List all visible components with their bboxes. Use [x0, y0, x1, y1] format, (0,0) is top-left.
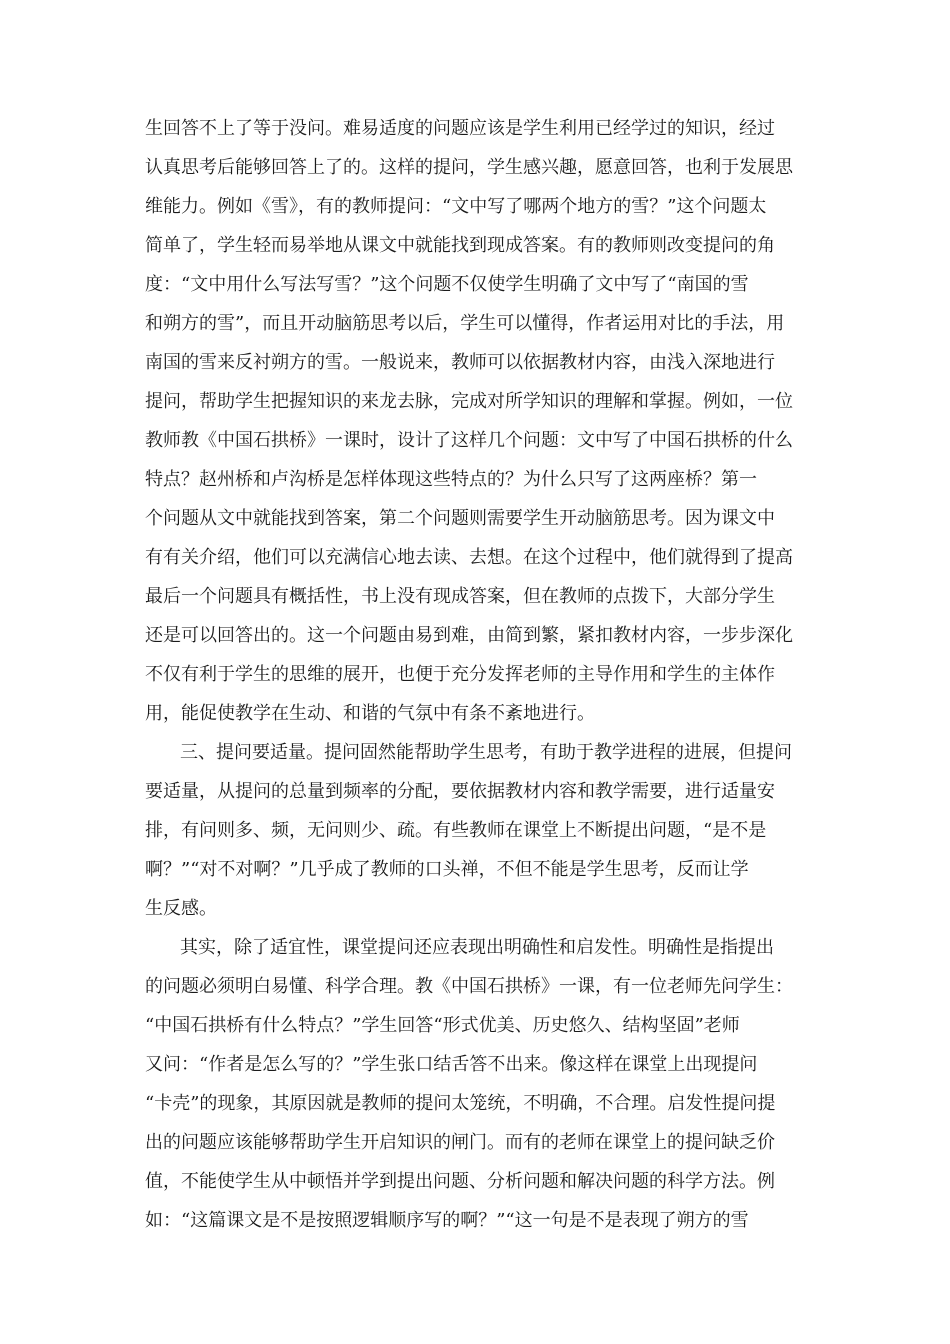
text-line: 生反感。 [145, 898, 217, 919]
text-line: 不仅有利于学生的思维的展开，也便于充分发挥老师的主导作用和学生的主体作 [145, 664, 775, 685]
text-line: 生回答不上了等于没问。难易适度的问题应该是学生利用已经学过的知识，经过 [145, 118, 775, 139]
text-line: 度：“文中用什么写法写雪？”这个问题不仅使学生明确了文中写了“南国的雪 [145, 274, 749, 295]
text-line: 和朔方的雪”，而且开动脑筋思考以后，学生可以懂得，作者运用对比的手法，用 [145, 313, 785, 334]
text-line: 如：“这篇课文是不是按照逻辑顺序写的啊？”“这一句是不是表现了朔方的雪 [145, 1210, 749, 1231]
text-line: 教师教《中国石拱桥》一课时，设计了这样几个问题：文中写了中国石拱桥的什么 [145, 430, 793, 451]
paragraph-start-line: 其实，除了适宜性，课堂提问还应表现出明确性和启发性。明确性是指提出 [180, 937, 774, 958]
text-line: 特点？赵州桥和卢沟桥是怎样体现这些特点的？为什么只写了这两座桥？第一 [145, 469, 757, 490]
text-line: 有有关介绍，他们可以充满信心地去读、去想。在这个过程中，他们就得到了提高 [145, 547, 793, 568]
text-line: 排，有问则多、频，无问则少、疏。有些教师在课堂上不断提出问题，“是不是 [145, 820, 767, 841]
text-line: “卡壳”的现象，其原因就是教师的提问太笼统，不明确，不合理。启发性提问提 [145, 1093, 776, 1114]
text-line: 用，能促使教学在生动、和谐的气氛中有条不紊地进行。 [145, 703, 595, 724]
text-line: 值，不能使学生从中顿悟并学到提出问题、分析问题和解决问题的科学方法。例 [145, 1171, 775, 1192]
text-line: 维能力。例如《雪》，有的教师提问：“文中写了哪两个地方的雪？”这个问题太 [145, 196, 767, 217]
text-line: 还是可以回答出的。这一个问题由易到难，由简到繁，紧扣教材内容，一步步深化 [145, 625, 793, 646]
text-line: 认真思考后能够回答上了的。这样的提问，学生感兴趣，愿意回答，也利于发展思 [145, 157, 793, 178]
text-line: 的问题必须明白易懂、科学合理。教《中国石拱桥》一课，有一位老师先问学生： [145, 976, 793, 997]
text-line: 个问题从文中就能找到答案，第二个问题则需要学生开动脑筋思考。因为课文中 [145, 508, 775, 529]
text-line: 出的问题应该能够帮助学生开启知识的闸门。而有的老师在课堂上的提问缺乏价 [145, 1132, 775, 1153]
text-line: 啊？”“对不对啊？”几乎成了教师的口头禅，不但不能是学生思考，反而让学 [145, 859, 749, 880]
text-line: “中国石拱桥有什么特点？”学生回答“形式优美、历史悠久、结构坚固”老师 [145, 1015, 740, 1036]
text-line: 要适量，从提问的总量到频率的分配，要依据教材内容和教学需要，进行适量安 [145, 781, 775, 802]
text-line: 最后一个问题具有概括性，书上没有现成答案，但在教师的点拨下，大部分学生 [145, 586, 775, 607]
text-line: 南国的雪来反衬朔方的雪。一般说来，教师可以依据教材内容，由浅入深地进行 [145, 352, 775, 373]
text-line: 简单了，学生轻而易举地从课文中就能找到现成答案。有的教师则改变提问的角 [145, 235, 775, 256]
paragraph-start-line: 三、提问要适量。提问固然能帮助学生思考，有助于教学进程的进展，但提问 [180, 742, 792, 763]
text-line: 又问：“作者是怎么写的？”学生张口结舌答不出来。像这样在课堂上出现提问 [145, 1054, 758, 1075]
text-line: 提问，帮助学生把握知识的来龙去脉，完成对所学知识的理解和掌握。例如，一位 [145, 391, 793, 412]
